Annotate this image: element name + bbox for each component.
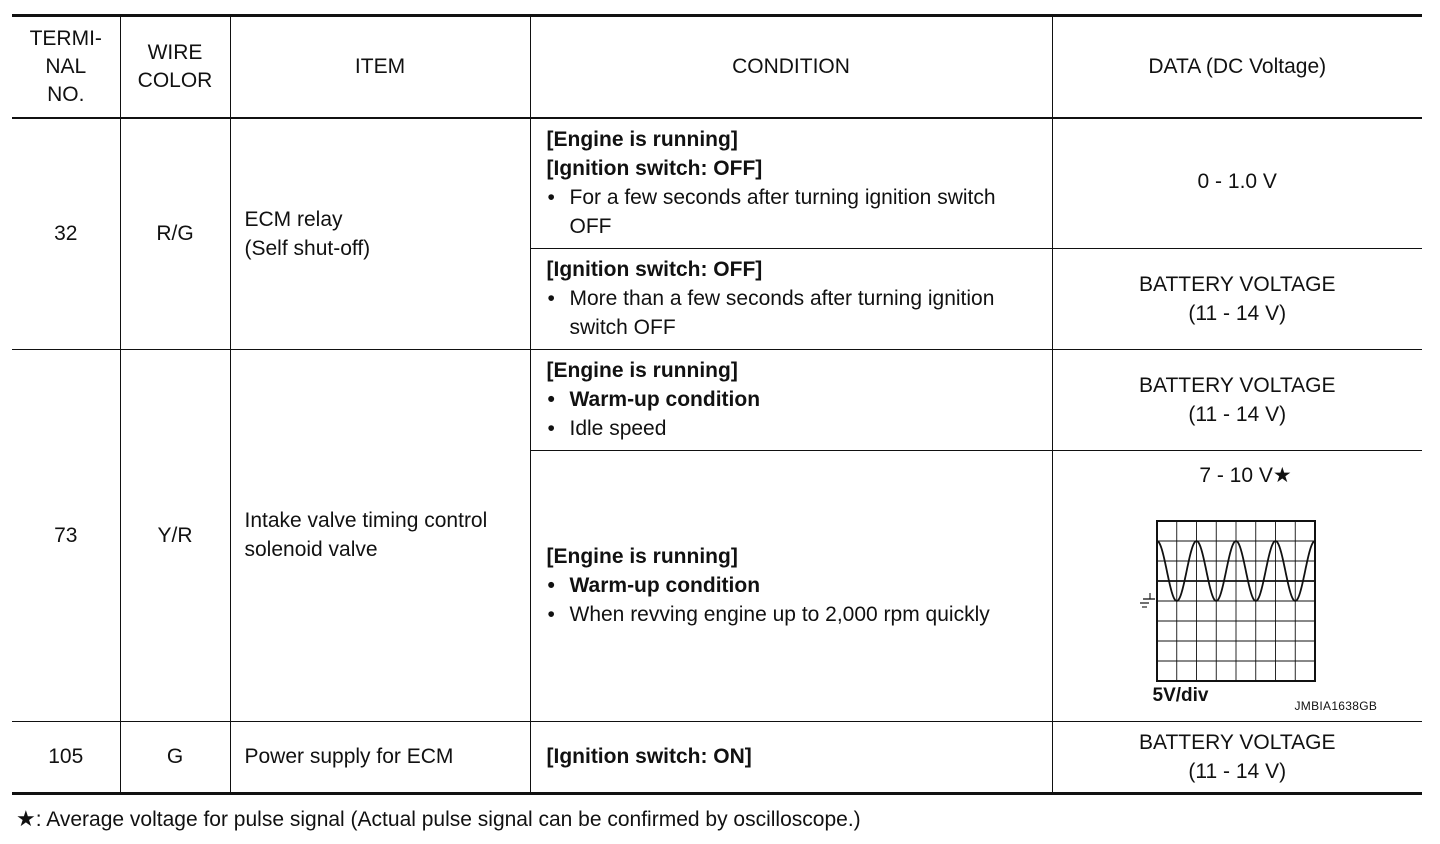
- item-cell: [230, 118, 530, 349]
- condition-heading: [Ignition switch: ON]: [546, 745, 752, 768]
- header-data: DATA (DC Voltage): [1052, 16, 1422, 119]
- data-cell: [1052, 118, 1422, 248]
- data-value-range: (11 - 14 V): [1188, 402, 1287, 426]
- condition-heading: [Engine is running]: [546, 128, 738, 152]
- header-row: [12, 16, 1422, 119]
- table-row: [12, 349, 1422, 450]
- oscilloscope-figure: [1053, 461, 1439, 711]
- condition-cell: [530, 349, 1052, 450]
- header-condition: CONDITION: [530, 16, 1052, 119]
- condition-cell: [530, 450, 1052, 721]
- data-cell-oscilloscope: [1052, 450, 1422, 721]
- header-terminal-line3: NO.: [47, 83, 85, 106]
- footnote: [16, 806, 861, 832]
- header-wire-color: [120, 16, 230, 119]
- header-item: ITEM: [230, 16, 530, 119]
- data-cell: [1052, 248, 1422, 349]
- oscilloscope-waveform: [1053, 461, 1439, 711]
- condition-bullet: [547, 183, 1042, 241]
- header-terminal-line1: TERMI-: [29, 27, 102, 50]
- terminal-no-cell: 73: [12, 349, 120, 721]
- item-text-line1: Intake valve timing control: [244, 509, 488, 532]
- condition-cell: [530, 721, 1052, 793]
- condition-bullet: • Idle speed: [547, 414, 1042, 443]
- data-value-text: 7 - 10 V: [1199, 463, 1273, 487]
- condition-bullet-text: OFF: [569, 215, 612, 239]
- data-cell: [1052, 349, 1422, 450]
- condition-heading: [Ignition switch: OFF]: [546, 157, 763, 181]
- item-text-line2: solenoid valve: [244, 538, 378, 561]
- wire-color-cell: G: [120, 721, 230, 793]
- header-terminal-no: [12, 16, 120, 119]
- condition-bullet-text: More than a few seconds after turning ignition: [569, 287, 995, 310]
- header-terminal-line2: NAL: [45, 55, 87, 78]
- data-value: BATTERY VOLTAGE: [1139, 730, 1336, 754]
- condition-cell: [530, 248, 1052, 349]
- header-wire-line2: COLOR: [137, 69, 213, 92]
- star-icon: ★: [1272, 463, 1292, 487]
- terminal-no-cell: 32: [12, 118, 120, 349]
- header-wire-line1: WIRE: [147, 41, 203, 64]
- table-row: [12, 118, 1422, 248]
- data-value: 0 - 1.0 V: [1197, 170, 1277, 193]
- data-value-range: (11 - 14 V): [1188, 301, 1287, 325]
- condition-bullet-text: For a few seconds after turning ignition switch: [569, 186, 996, 210]
- data-value: BATTERY VOLTAGE: [1139, 272, 1336, 296]
- footnote-text: : Average voltage for pulse signal (Actual pulse signal can be confirmed by oscilloscope.): [35, 808, 861, 831]
- condition-bullet: [547, 284, 1042, 342]
- data-cell: [1052, 721, 1422, 793]
- item-cell: [230, 349, 530, 721]
- ecm-terminal-table: [12, 14, 1422, 795]
- item-text-line1: ECM relay: [244, 207, 343, 231]
- terminal-no-cell: 105: [12, 721, 120, 793]
- condition-bullet: • Warm-up condition: [547, 385, 1042, 414]
- table-row: [12, 721, 1422, 793]
- scope-scale-label: 5V/div: [1152, 684, 1209, 706]
- star-icon: ★: [16, 806, 36, 831]
- item-cell: Power supply for ECM: [230, 721, 530, 793]
- condition-heading: [Engine is running]: [546, 545, 738, 568]
- figure-code: JMBIA1638GB: [1294, 698, 1378, 713]
- condition-bullet-text: switch OFF: [569, 316, 676, 339]
- condition-heading: [Ignition switch: OFF]: [546, 258, 763, 281]
- condition-cell: [530, 118, 1052, 248]
- condition-heading: [Engine is running]: [546, 359, 738, 382]
- data-value-range: (11 - 14 V): [1188, 759, 1287, 783]
- condition-bullet: • When revving engine up to 2,000 rpm quickly: [547, 600, 1042, 629]
- item-text-line2: (Self shut-off): [244, 236, 371, 260]
- data-value: BATTERY VOLTAGE: [1139, 373, 1336, 397]
- condition-bullet: • Warm-up condition: [547, 571, 1042, 600]
- wire-color-cell: Y/R: [120, 349, 230, 721]
- wire-color-cell: R/G: [120, 118, 230, 349]
